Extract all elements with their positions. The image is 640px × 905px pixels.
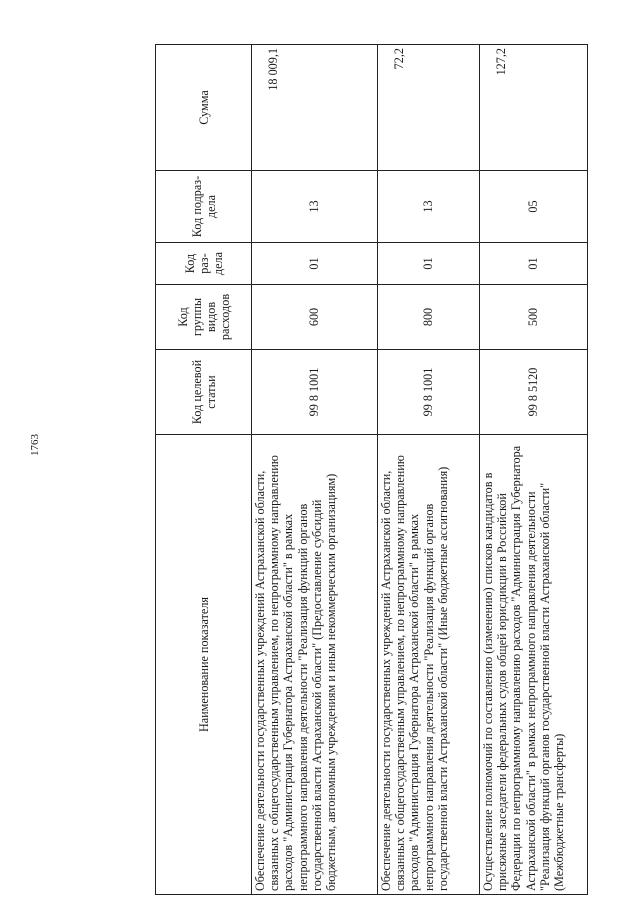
row-name: Обеспечение деятельности государственных учреждений Астраханской области, связанных с общегосударственным управлением, по непрограммному направлению расходов "Администрация Губернатора Астраханской области" в рамках непрограммного направления деятельности "Реализация функций органов государственной власти Астраханской области" (Иные бюджетные ассигнования) — [378, 435, 480, 895]
row-amount: 72,2 — [378, 45, 480, 171]
row-subsection-code: 13 — [378, 171, 480, 243]
row-name: Обеспечение деятельности государственных учреждений Астраханской области, связанных с общегосударственным управлением, по непрограммному направлению расходов "Администрация Губернатора Астраханской области" в рамках непрограммного направления деятельности "Реализация функций органов государственной власти Астраханской области" (Предоставление субсидий бюджетным, автономным учреждениям и иным некоммерческим организациям) — [252, 435, 378, 895]
table-row — [480, 45, 588, 895]
row-subsection-code: 13 — [252, 171, 378, 243]
header-expense-group-code: Код группы видов расходов — [156, 285, 252, 350]
header-subsection-code: Код подраз-дела — [156, 171, 252, 243]
row-expense-group-code: 600 — [252, 285, 378, 350]
row-subsection-code: 05 — [480, 171, 588, 243]
header-target-code: Код целевой статьи — [156, 350, 252, 435]
table-row — [252, 45, 378, 895]
table-row — [378, 45, 480, 895]
row-target-code: 99 8 5120 — [480, 350, 588, 435]
budget-table — [155, 44, 588, 895]
row-amount: 127,2 — [480, 45, 588, 171]
row-section-code: 01 — [378, 243, 480, 285]
budget-table-rotated — [155, 45, 587, 895]
table-header-row — [156, 45, 252, 895]
row-section-code: 01 — [252, 243, 378, 285]
row-target-code: 99 8 1001 — [252, 350, 378, 435]
row-name: Осуществление полномочий по составлению (изменению) списков кандидатов в присяжные заседатели федеральных судов общей юрисдикции в Российской Федерации по непрограммному направлению расходов "Администрация Губернатора Астраханской области" в рамках непрограммного направления деятельности "Реализация функций органов государственной власти Астраханской области" (Межбюджетные трансферты) — [480, 435, 588, 895]
header-section-code: Код раз-дела — [156, 243, 252, 285]
header-amount: Сумма — [156, 45, 252, 171]
page-number: 1763 — [29, 434, 41, 456]
row-section-code: 01 — [480, 243, 588, 285]
budget-table-container — [155, 45, 587, 895]
row-target-code: 99 8 1001 — [378, 350, 480, 435]
row-amount: 18 009,1 — [252, 45, 378, 171]
row-expense-group-code: 800 — [378, 285, 480, 350]
header-name: Наименование показателя — [156, 435, 252, 895]
row-expense-group-code: 500 — [480, 285, 588, 350]
